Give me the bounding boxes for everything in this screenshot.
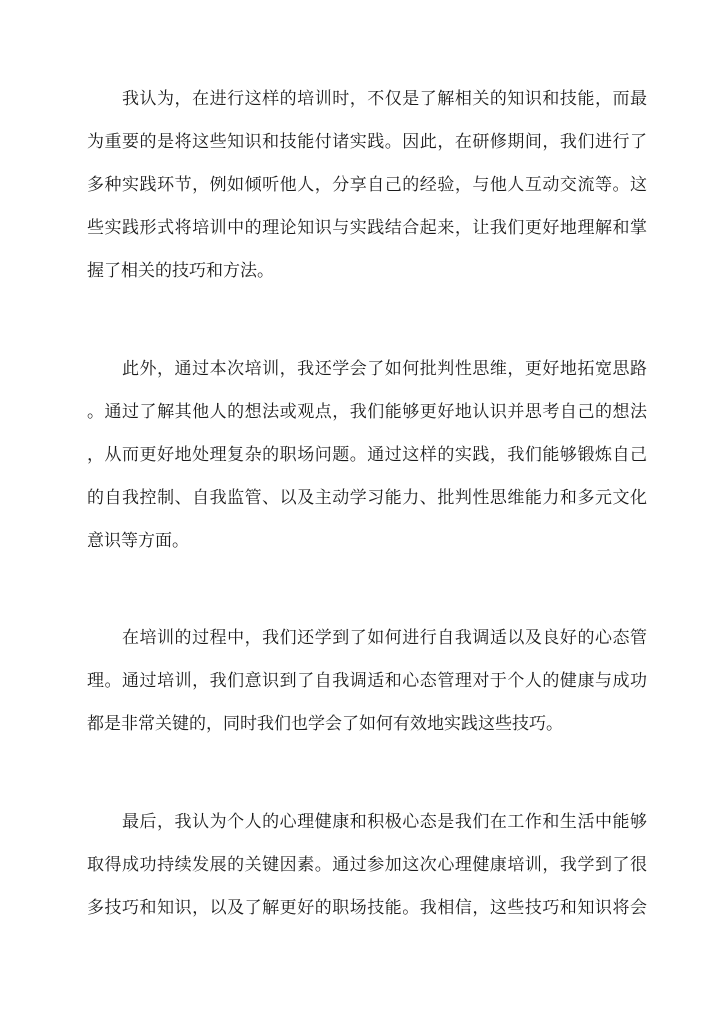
paragraph-line: 。通过了解其他人的想法或观点，我们能够更好地认识并思考自己的想法 <box>87 402 647 422</box>
paragraph-line: 意识等方面。 <box>87 531 189 551</box>
paragraph-line: 都是非常关键的，同时我们也学会了如何有效地实践这些技巧。 <box>87 714 563 734</box>
paragraph-line: 为重要的是将这些知识和技能付诸实践。因此，在研修期间，我们进行了 <box>87 132 647 152</box>
paragraph-line: 些实践形式将培训中的理论知识与实践结合起来，让我们更好地理解和掌 <box>87 218 647 238</box>
paragraph-line: 最后，我认为个人的心理健康和积极心态是我们在工作和生活中能够 <box>122 812 647 832</box>
paragraph-line: 握了相关的技巧和方法。 <box>87 261 274 281</box>
paragraph-line: 理。通过培训，我们意识到了自我调适和心态管理对于个人的健康与成功 <box>87 671 647 691</box>
paragraph-line: 此外，通过本次培训，我还学会了如何批判性思维，更好地拓宽思路 <box>122 359 647 379</box>
paragraph-line: 在培训的过程中，我们还学到了如何进行自我调适以及良好的心态管 <box>122 628 647 648</box>
paragraph-line: 多种实践环节，例如倾听他人，分享自己的经验，与他人互动交流等。这 <box>87 175 647 195</box>
paragraph-line: 的自我控制、自我监管、以及主动学习能力、批判性思维能力和多元文化 <box>87 488 647 508</box>
paragraph-line: 取得成功持续发展的关键因素。通过参加这次心理健康培训，我学到了很 <box>87 855 647 875</box>
paragraph-line: 我认为，在进行这样的培训时，不仅是了解相关的知识和技能，而最 <box>122 89 647 109</box>
paragraph-line: 多技巧和知识，以及了解更好的职场技能。我相信，这些技巧和知识将会 <box>87 898 647 918</box>
paragraph-line: ，从而更好地处理复杂的职场问题。通过这样的实践，我们能够锻炼自己 <box>87 445 647 465</box>
